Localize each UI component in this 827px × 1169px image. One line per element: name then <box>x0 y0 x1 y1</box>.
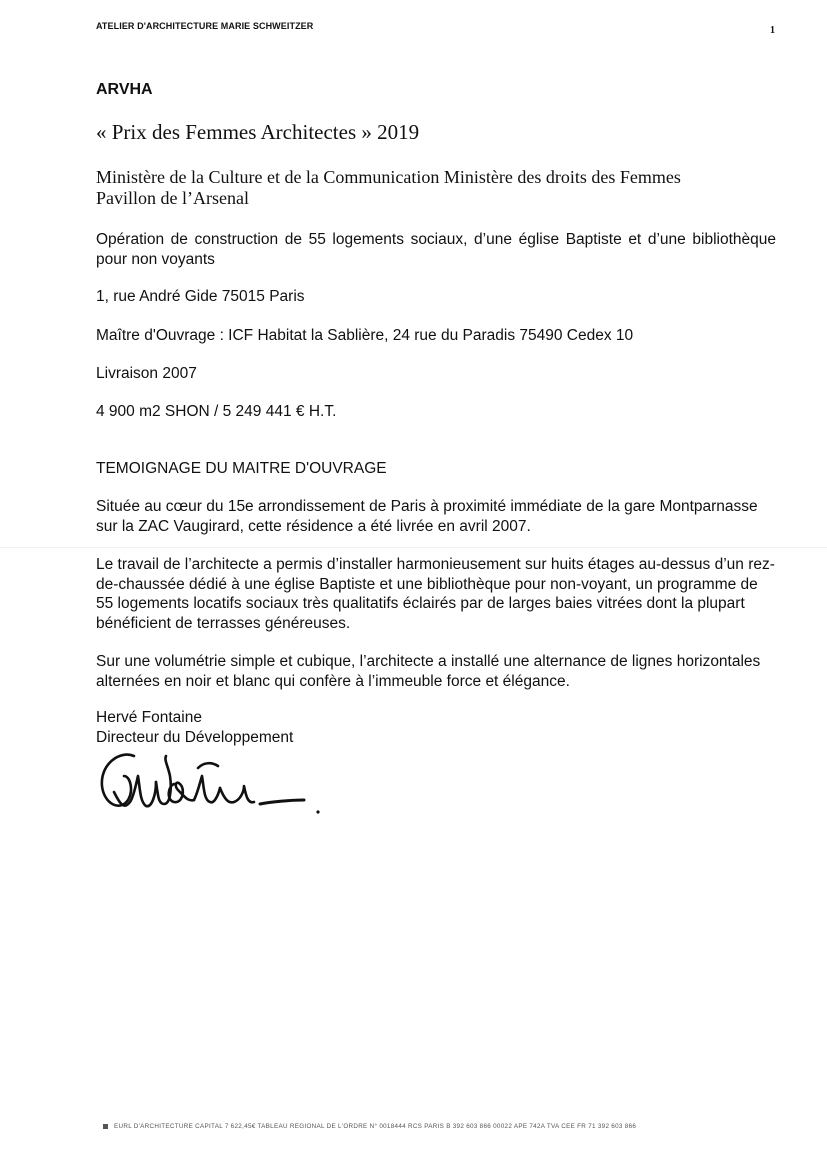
ministries-line: Ministère de la Culture et de la Communication Ministère des droits des Femmes <box>96 167 681 187</box>
signatory-title: Directeur du Développement <box>96 728 294 746</box>
prize-title: « Prix des Femmes Architectes » 2019 <box>96 120 420 144</box>
handwritten-signature <box>94 746 334 826</box>
surface-and-cost: 4 900 m2 SHON / 5 249 441 € H.T. <box>96 403 337 420</box>
signatory-name: Hervé Fontaine <box>96 709 202 726</box>
letterhead-firm-name: ATELIER D'ARCHITECTURE MARIE SCHWEITZER <box>96 21 314 31</box>
ministries-block <box>96 167 756 209</box>
scan-divider <box>0 547 827 548</box>
testimony-paragraph: Sur une volumétrie simple et cubique, l’architecte a installé une alternance de lignes horizontales alternées en noir et blanc qui confère à l’immeuble force et élégance. <box>96 653 761 690</box>
delivery-year: Livraison 2007 <box>96 365 197 382</box>
testimony-paragraph: Le travail de l’architecte a permis d’installer harmonieusement sur huits étages au-dessus d’un rez-de-chaussée dédié à une église Baptiste et une bibliothèque pour non-voyant, un programme de 55 logements locatifs sociaux très qualitatifs éclairés par de larges baies vitrées dont la plupart bénéficient de terrasses généreuses. <box>96 556 775 632</box>
footer-bullet-icon <box>103 1124 108 1129</box>
testimony-title: TEMOIGNAGE DU MAITRE D'OUVRAGE <box>96 460 387 477</box>
operation-address: 1, rue André Gide 75015 Paris <box>96 288 305 305</box>
legal-footer <box>103 1123 636 1130</box>
venue-line: Pavillon de l’Arsenal <box>96 188 249 208</box>
signatory-block <box>96 708 776 747</box>
page-number: 1 <box>770 25 775 36</box>
testimony-paragraph: Située au cœur du 15e arrondissement de Paris à proximité immédiate de la gare Montparnasse sur la ZAC Vaugirard, cette résidence a été livrée en avril 2007. <box>96 498 758 535</box>
organization-name: ARVHA <box>96 81 153 98</box>
maitre-ouvrage: Maître d'Ouvrage : ICF Habitat la Sablière, 24 rue du Paradis 75490 Cedex 10 <box>96 327 634 344</box>
footer-legal-text: EURL D'ARCHITECTURE CAPITAL 7 622,45€ TABLEAU REGIONAL DE L'ORDRE N° 0018444 RCS PARIS B 392 603 866 00022 APE 742A TVA CEE FR 71 392 603 866 <box>114 1123 637 1130</box>
operation-description: Opération de construction de 55 logements sociaux, d’une église Baptiste et d’une bibliothèque pour non voyants <box>96 231 776 268</box>
